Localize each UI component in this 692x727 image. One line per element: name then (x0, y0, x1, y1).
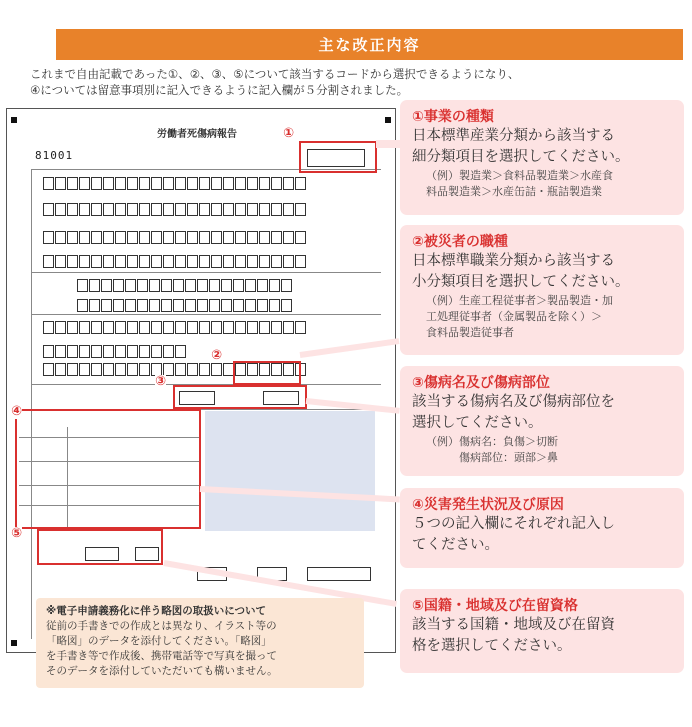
form-cell (259, 203, 270, 216)
form-cell (43, 203, 54, 216)
callout-industry (400, 100, 684, 215)
form-cell (103, 231, 114, 244)
form-cell (139, 231, 150, 244)
form-cell (115, 177, 126, 190)
form-cell (233, 299, 244, 312)
form-cell (67, 255, 78, 268)
form-cell (269, 299, 280, 312)
form-cell (115, 363, 126, 376)
form-cell (247, 231, 258, 244)
form-cell (115, 203, 126, 216)
intro-line-2: ④については留意事項別に記入できるように記入欄が５分割されました。 (30, 83, 409, 97)
form-cell (77, 279, 88, 292)
form-cell (67, 177, 78, 190)
note-line: 「略図」のデータを添付してください。「略図」 (46, 635, 272, 647)
form-cell (295, 321, 306, 334)
form-cell (79, 231, 90, 244)
marker-2: ② (211, 348, 223, 363)
form-cell (127, 231, 138, 244)
form-cell (259, 231, 270, 244)
form-cell (235, 321, 246, 334)
callout-body: 日本標準産業分類から該当する (412, 128, 615, 144)
note-line: そのデータを添付していただいても構いません。 (46, 665, 278, 677)
form-cell (187, 255, 198, 268)
form-cell (221, 279, 232, 292)
sketch-area (205, 411, 375, 531)
form-cell (271, 231, 282, 244)
form-row (43, 345, 186, 358)
callout-body: 格を選択してください。 (412, 638, 572, 654)
form-cell (151, 203, 162, 216)
form-cell (295, 177, 306, 190)
form-cell (127, 345, 138, 358)
form-cell (283, 177, 294, 190)
form-cell (245, 299, 256, 312)
form-cell (283, 255, 294, 268)
form-corner-mark (385, 117, 391, 123)
form-cell (283, 203, 294, 216)
form-cell (211, 321, 222, 334)
callout-nationality (400, 589, 684, 673)
form-cell (197, 279, 208, 292)
form-cell (259, 321, 270, 334)
callout-body: 小分類項目を選択してください。 (412, 274, 630, 290)
form-cell (199, 177, 210, 190)
form-cell (139, 177, 150, 190)
form-cell (151, 255, 162, 268)
form-cell (247, 203, 258, 216)
form-cell (245, 279, 256, 292)
form-cell (101, 299, 112, 312)
form-cell (211, 203, 222, 216)
form-cell (55, 321, 66, 334)
form-cell (79, 203, 90, 216)
form-row (43, 177, 306, 190)
form-cell (223, 203, 234, 216)
callout-title: ①事業の種類 (412, 109, 494, 125)
form-cell (55, 203, 66, 216)
form-cell (233, 279, 244, 292)
form-cell (281, 299, 292, 312)
form-cell (163, 177, 174, 190)
form-cell (175, 321, 186, 334)
form-cell (199, 231, 210, 244)
form-cell (115, 321, 126, 334)
form-rule (31, 314, 381, 315)
form-cell (185, 299, 196, 312)
form-rule (31, 272, 381, 273)
callout-body: てください。 (412, 537, 499, 553)
form-cell (91, 363, 102, 376)
form-box (307, 567, 371, 581)
highlight-box-1 (299, 141, 377, 173)
form-cell (281, 279, 292, 292)
form-cell (235, 255, 246, 268)
highlight-box-5 (37, 529, 163, 565)
callout-body: 日本標準職業分類から該当する (412, 253, 615, 269)
form-cell (127, 203, 138, 216)
callout-example: （例）傷病名：負傷＞切断 (426, 435, 558, 448)
form-cell (77, 299, 88, 312)
form-cell (235, 203, 246, 216)
form-cell (55, 345, 66, 358)
form-cell (247, 321, 258, 334)
form-cell (161, 299, 172, 312)
form-cell (103, 321, 114, 334)
form-cell (113, 279, 124, 292)
form-cell (127, 177, 138, 190)
form-cell (43, 363, 54, 376)
form-cell (163, 203, 174, 216)
form-cell (199, 363, 210, 376)
form-cell (67, 345, 78, 358)
form-cell (295, 203, 306, 216)
form-cell (103, 203, 114, 216)
note-box (36, 598, 364, 688)
form-cell (151, 345, 162, 358)
form-cell (91, 177, 102, 190)
marker-3: ③ (155, 374, 167, 389)
form-cell (149, 299, 160, 312)
form-cell (137, 299, 148, 312)
form-cell (103, 363, 114, 376)
header-title: 主な改正内容 (56, 29, 683, 60)
form-cell (139, 203, 150, 216)
form-cell (187, 321, 198, 334)
form-cell (127, 255, 138, 268)
form-cell (209, 279, 220, 292)
form-cell (55, 363, 66, 376)
callout-example: 工処理従事者（金属製品を除く）＞ (426, 310, 602, 323)
callout-title: ⑤国籍・地域及び在留資格 (412, 598, 578, 614)
callout-body: ５つの記入欄にそれぞれ記入し (412, 516, 615, 532)
form-cell (151, 321, 162, 334)
form-cell (223, 255, 234, 268)
form-cell (149, 279, 160, 292)
note-line: を手書き等で作成後、携帯電話等で写真を撮って (46, 650, 277, 662)
form-cell (79, 363, 90, 376)
form-cell (209, 299, 220, 312)
form-cell (221, 299, 232, 312)
form-cell (43, 231, 54, 244)
form-cell (175, 345, 186, 358)
highlight-box-2 (233, 361, 301, 385)
form-row (43, 203, 306, 216)
form-cell (175, 177, 186, 190)
intro-line-1: これまで自由記載であった①、②、③、⑤について該当するコードから選択できるようになり、 (30, 67, 520, 81)
callout-occupation (400, 225, 684, 355)
callout-title: ④災害発生状況及び原因 (412, 497, 564, 513)
marker-5: ⑤ (11, 526, 23, 541)
form-cell (163, 231, 174, 244)
callout-example: 料品製造業＞水産缶詰・瓶詰製造業 (426, 185, 602, 198)
form-cell (211, 177, 222, 190)
form-cell (151, 231, 162, 244)
highlight-box-4 (15, 409, 201, 529)
form-cell (173, 279, 184, 292)
form-cell (235, 231, 246, 244)
form-cell (125, 279, 136, 292)
form-cell (43, 321, 54, 334)
form-row (43, 255, 306, 268)
form-cell (295, 231, 306, 244)
form-cell (91, 255, 102, 268)
form-cell (211, 231, 222, 244)
form-cell (161, 279, 172, 292)
form-cell (271, 321, 282, 334)
callout-injury (400, 366, 684, 476)
note-title: ※電子申請義務化に伴う略図の取扱いについて (46, 605, 266, 617)
form-cell (43, 255, 54, 268)
highlight-box-3 (173, 385, 307, 409)
callout-body: 該当する傷病名及び傷病部位を (412, 394, 615, 410)
form-cell (235, 177, 246, 190)
form-cell (223, 177, 234, 190)
form-cell (257, 279, 268, 292)
form-cell (127, 363, 138, 376)
form-cell (271, 203, 282, 216)
intro-text (30, 66, 680, 98)
form-cell (185, 279, 196, 292)
form-cell (101, 279, 112, 292)
form-cell (79, 321, 90, 334)
callout-accident (400, 488, 684, 568)
form-cell (283, 231, 294, 244)
form-code: 81001 (35, 149, 74, 162)
form-cell (173, 299, 184, 312)
form-cell (43, 177, 54, 190)
form-cell (187, 177, 198, 190)
form-cell (91, 231, 102, 244)
form-cell (79, 255, 90, 268)
form-cell (139, 255, 150, 268)
form-cell (91, 321, 102, 334)
form-corner-mark (11, 117, 17, 123)
form-cell (247, 255, 258, 268)
form-cell (197, 299, 208, 312)
form-cell (163, 255, 174, 268)
form-row (77, 279, 292, 292)
form-cell (139, 321, 150, 334)
callout-example: （例）生産工程従事者＞製品製造・加 (426, 294, 613, 307)
callout-body: 選択してください。 (412, 415, 543, 431)
form-cell (67, 321, 78, 334)
form-cell (295, 255, 306, 268)
form-cell (175, 203, 186, 216)
callout-pointer (376, 140, 400, 148)
form-corner-mark (11, 640, 17, 646)
callout-title: ③傷病名及び傷病部位 (412, 375, 550, 391)
callout-example: 食料品製造従事者 (426, 326, 514, 339)
form-cell (115, 345, 126, 358)
form-cell (79, 177, 90, 190)
form-cell (175, 363, 186, 376)
form-row (77, 299, 292, 312)
form-cell (127, 321, 138, 334)
form-cell (55, 231, 66, 244)
form-cell (151, 177, 162, 190)
form-cell (79, 345, 90, 358)
form-cell (199, 255, 210, 268)
form-cell (223, 231, 234, 244)
form-cell (175, 231, 186, 244)
form-cell (211, 255, 222, 268)
callout-example: （例）製造業＞食料品製造業＞水産食 (426, 169, 613, 182)
form-cell (163, 345, 174, 358)
form-cell (67, 203, 78, 216)
callout-body: 細分類項目を選択してください。 (412, 149, 630, 165)
form-cell (283, 321, 294, 334)
form-cell (163, 321, 174, 334)
form-cell (113, 299, 124, 312)
form-cell (187, 363, 198, 376)
form-cell (187, 231, 198, 244)
form-cell (103, 177, 114, 190)
form-cell (67, 231, 78, 244)
form-cell (259, 177, 270, 190)
form-row (43, 321, 306, 334)
form-row (43, 231, 306, 244)
form-cell (89, 299, 100, 312)
callout-title: ②被災者の職種 (412, 234, 508, 250)
form-cell (91, 203, 102, 216)
form-cell (91, 345, 102, 358)
form-cell (55, 255, 66, 268)
form-cell (271, 177, 282, 190)
form-cell (43, 345, 54, 358)
form-cell (55, 177, 66, 190)
form-cell (89, 279, 100, 292)
form-title: 労働者死傷病報告 (157, 129, 237, 140)
form-cell (67, 363, 78, 376)
form-cell (259, 255, 270, 268)
form-cell (125, 299, 136, 312)
form-cell (247, 177, 258, 190)
form-cell (199, 321, 210, 334)
form-cell (115, 231, 126, 244)
form-cell (187, 203, 198, 216)
form-cell (223, 321, 234, 334)
form-cell (269, 279, 280, 292)
form-cell (103, 255, 114, 268)
form-cell (103, 345, 114, 358)
form-cell (199, 203, 210, 216)
form-cell (137, 279, 148, 292)
form-cell (139, 363, 150, 376)
form-rule (31, 169, 32, 639)
marker-4: ④ (11, 404, 23, 419)
marker-1: ① (283, 126, 295, 141)
note-line: 従前の手書きでの作成とは異なり、イラスト等の (46, 620, 277, 632)
callout-example: 傷病部位：頭部＞鼻 (426, 451, 558, 464)
form-cell (139, 345, 150, 358)
form-cell (115, 255, 126, 268)
form-cell (271, 255, 282, 268)
form-cell (175, 255, 186, 268)
form-cell (211, 363, 222, 376)
form-cell (257, 299, 268, 312)
callout-body: 該当する国籍・地域及び在留資 (412, 617, 615, 633)
